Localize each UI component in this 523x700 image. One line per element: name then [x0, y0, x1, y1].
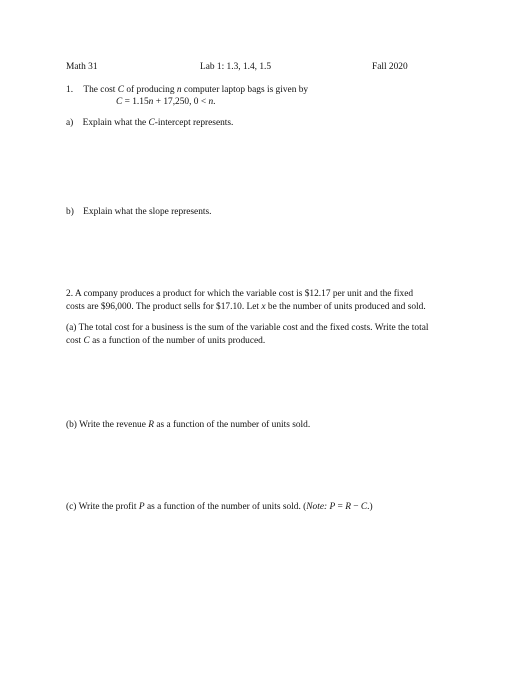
- part-b-label: b): [66, 207, 74, 217]
- problem-1-number: 1.: [66, 85, 74, 95]
- problem-2-part-a-line-2: cost C as a function of the number of units produced.: [66, 336, 266, 346]
- problem-1-statement: 1. The cost C of producing n computer laptop bags is given by: [66, 85, 309, 95]
- cost-equation: C = 1.15n + 17,250, 0 < n.: [116, 97, 216, 107]
- problem-2-part-a-line-1: (a) The total cost for a business is the sum of the variable cost and the fixed costs. Write the total: [66, 323, 429, 333]
- problem-2-part-b: (b) Write the revenue R as a function of the number of units sold.: [66, 420, 311, 430]
- problem-1-part-a: a) Explain what the C-intercept represents.: [66, 118, 234, 128]
- course-name: Math 31: [66, 62, 98, 72]
- term: Fall 2020: [372, 62, 408, 72]
- problem-2-part-c: (c) Write the profit P as a function of the number of units sold. (Note: P = R − C.): [66, 502, 373, 512]
- part-a-label: a): [66, 118, 74, 128]
- problem-2-line-1: 2. A company produces a product for which the variable cost is $12.17 per unit and the fixed: [66, 289, 414, 299]
- problem-1-part-b: b) Explain what the slope represents.: [66, 207, 212, 217]
- lab-title: Lab 1: 1.3, 1.4, 1.5: [200, 62, 272, 72]
- problem-2-line-2: costs are $96,000. The product sells for $17.10. Let x be the number of units produced and sold.: [66, 302, 426, 312]
